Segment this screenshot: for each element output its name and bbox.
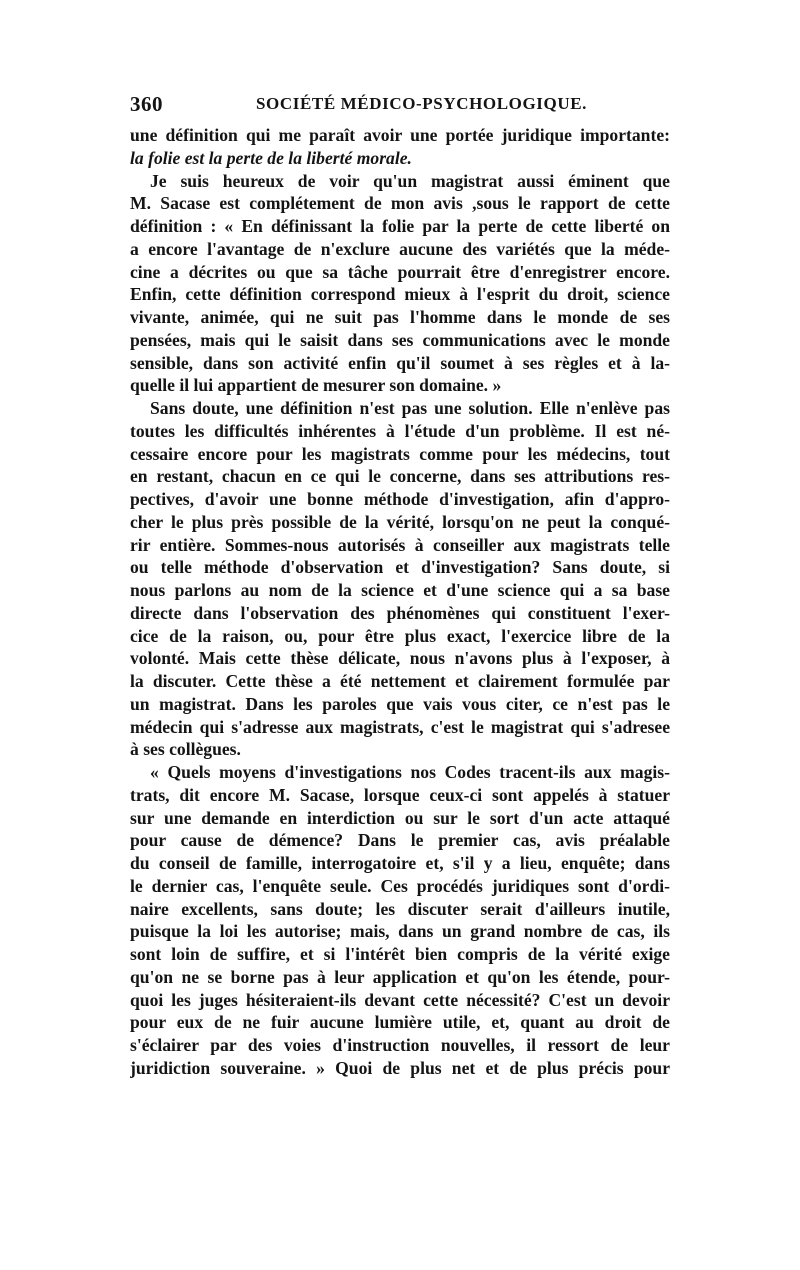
text-line: Enfin, cette définition correspond mieux à l'esprit du droit, science xyxy=(130,284,670,305)
text-line: du conseil de famille, interrogatoire et, s'il y a lieu, enquête; dans xyxy=(130,853,670,873)
text-line: sur une demande en interdiction ou sur le sort d'un acte attaqué xyxy=(130,807,670,828)
text-line: médecin qui s'adresse aux magistrats, c'est le magistrat qui s'adresee xyxy=(130,716,670,737)
text-line: « Quels moyens d'investigations nos Codes tracent-ils aux magis- xyxy=(150,762,670,782)
text-line: cessaire encore pour les magistrats comme pour les médecins, tout xyxy=(130,443,670,464)
text-line: Sans doute, une définition n'est pas une solution. Elle n'enlève pas xyxy=(150,398,670,418)
text-line: sont loin de suffire, et si l'intérêt bien compris de la vérité exige xyxy=(130,944,670,964)
text-line: juridiction souveraine. » Quoi de plus net et de plus précis pour xyxy=(130,1057,670,1078)
text-line: rir entière. Sommes-nous autorisés à conseiller aux magistrats telle xyxy=(130,534,670,555)
text-line: pectives, d'avoir une bonne méthode d'investigation, afin d'appro- xyxy=(130,489,670,509)
text-line: a encore l'avantage de n'exclure aucune des variétés que la méde- xyxy=(130,238,670,259)
text-line: quoi les juges hésiteraient-ils devant cette nécessité? C'est un devoir xyxy=(130,989,670,1010)
text-line: à ses collègues. xyxy=(130,739,241,760)
text-line: la folie est la perte de la liberté morale. xyxy=(130,147,412,168)
text-line: s'éclairer par des voies d'instruction nouvelles, il ressort de leur xyxy=(130,1035,670,1055)
text-line: qu'on ne se borne pas à leur application et qu'on les étende, pour- xyxy=(130,966,670,987)
text-line: cice de la raison, ou, pour être plus exact, l'exercice libre de la xyxy=(130,625,670,646)
text-line: définition : « En définissant la folie par la perte de cette liberté on xyxy=(130,216,670,236)
text-line: cine a décrites ou que sa tâche pourrait être d'enregistrer encore. xyxy=(130,261,670,282)
text-line: ou telle méthode d'observation et d'investigation? Sans doute, si xyxy=(130,557,670,578)
text-line: une définition qui me paraît avoir une portée juridique importante: xyxy=(130,125,670,145)
body-text xyxy=(130,124,670,1080)
text-line: naire excellents, sans doute; les discuter serait d'ailleurs inutile, xyxy=(130,898,670,919)
text-line: en restant, chacun en ce qui le concerne, dans ses attributions res- xyxy=(130,466,670,487)
text-line: cher le plus près possible de la vérité, lorsqu'on ne peut la conqué- xyxy=(130,511,670,532)
text-line: pour eux de ne fuir aucune lumière utile, et, quant au droit de xyxy=(130,1012,670,1033)
text-line: M. Sacase est complétement de mon avis ,sous le rapport de cette xyxy=(130,193,670,214)
text-line: le dernier cas, l'enquête seule. Ces procédés juridiques sont d'ordi- xyxy=(130,875,670,896)
text-line: sensible, dans son activité enfin qu'il soumet à ses règles et à la- xyxy=(130,352,670,373)
text-line: vivante, animée, qui ne suit pas l'homme dans le monde de ses xyxy=(130,307,670,327)
text-line: volonté. Mais cette thèse délicate, nous n'avons plus à l'exposer, à xyxy=(130,648,670,669)
running-head xyxy=(130,92,670,118)
text-line: pensées, mais qui le saisit dans ses communications avec le monde xyxy=(130,329,670,350)
text-line: Je suis heureux de voir qu'un magistrat aussi éminent que xyxy=(150,170,670,191)
text-line: un magistrat. Dans les paroles que vais vous citer, ce n'est pas le xyxy=(130,693,670,714)
text-line: nous parlons au nom de la science et d'une science qui a sa base xyxy=(130,580,670,600)
running-title: SOCIÉTÉ MÉDICO-PSYCHOLOGIQUE. xyxy=(256,94,588,113)
text-line: la discuter. Cette thèse a été nettement et clairement formulée par xyxy=(130,671,670,691)
text-line: pour cause de démence? Dans le premier cas, avis préalable xyxy=(130,830,670,851)
page-number: 360 xyxy=(130,92,163,116)
text-line: directe dans l'observation des phénomènes qui constituent l'exer- xyxy=(130,602,670,623)
text-line: toutes les difficultés inhérentes à l'étude d'un problème. Il est né- xyxy=(130,420,670,441)
text-line: quelle il lui appartient de mesurer son domaine. » xyxy=(130,375,502,396)
text-line: trats, dit encore M. Sacase, lorsque ceux-ci sont appelés à statuer xyxy=(130,784,670,805)
text-line: puisque la loi les autorise; mais, dans un grand nombre de cas, ils xyxy=(130,921,670,942)
